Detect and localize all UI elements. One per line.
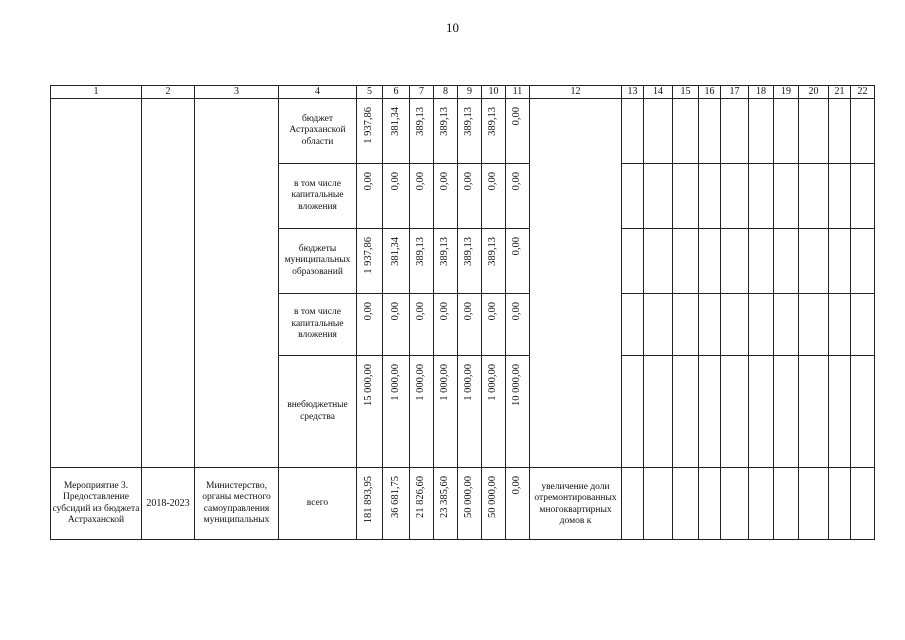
value-text: 0,00 bbox=[487, 302, 499, 321]
funding-source-cell: в том числе капитальные вложения bbox=[279, 164, 357, 229]
value-text: 381,34 bbox=[389, 237, 401, 266]
value-cell bbox=[458, 294, 482, 356]
header-cell: 7 bbox=[410, 86, 434, 99]
empty-cell bbox=[749, 229, 774, 294]
value-text: 1 000,00 bbox=[389, 364, 401, 401]
empty-cell bbox=[622, 356, 644, 468]
value-cell bbox=[383, 99, 410, 164]
value-cell bbox=[410, 356, 434, 468]
value-text: 1 000,00 bbox=[463, 364, 475, 401]
empty-cell bbox=[142, 99, 195, 468]
empty-cell bbox=[749, 164, 774, 229]
value-text: 10 000,00 bbox=[511, 364, 523, 406]
empty-cell bbox=[851, 356, 875, 468]
empty-cell bbox=[774, 99, 799, 164]
empty-cell bbox=[699, 99, 721, 164]
value-text: 389,13 bbox=[415, 237, 427, 266]
empty-cell bbox=[721, 164, 749, 229]
value-cell bbox=[506, 229, 530, 294]
value-text: 0,00 bbox=[389, 172, 401, 191]
empty-cell bbox=[829, 229, 851, 294]
value-cell bbox=[357, 468, 383, 540]
page-number: 10 bbox=[446, 20, 459, 35]
empty-cell bbox=[749, 294, 774, 356]
empty-cell bbox=[721, 356, 749, 468]
header-cell: 19 bbox=[774, 86, 799, 99]
header-cell: 1 bbox=[51, 86, 142, 99]
value-cell bbox=[410, 468, 434, 540]
empty-cell bbox=[799, 229, 829, 294]
empty-cell bbox=[673, 229, 699, 294]
empty-cell bbox=[644, 294, 673, 356]
header-cell: 20 bbox=[799, 86, 829, 99]
header-cell: 8 bbox=[434, 86, 458, 99]
header-cell: 9 bbox=[458, 86, 482, 99]
empty-cell bbox=[721, 229, 749, 294]
empty-cell bbox=[622, 164, 644, 229]
value-text: 389,13 bbox=[439, 237, 451, 266]
value-text: 50 000,00 bbox=[463, 476, 475, 518]
empty-cell bbox=[530, 99, 622, 468]
empty-cell bbox=[799, 294, 829, 356]
value-cell bbox=[383, 294, 410, 356]
value-text: 389,13 bbox=[463, 237, 475, 266]
empty-cell bbox=[673, 294, 699, 356]
value-text: 0,00 bbox=[439, 302, 451, 321]
value-cell bbox=[383, 356, 410, 468]
value-cell bbox=[506, 468, 530, 540]
value-cell bbox=[482, 356, 506, 468]
period-cell: 2018-2023 bbox=[142, 468, 195, 540]
empty-cell bbox=[644, 164, 673, 229]
header-cell: 3 bbox=[195, 86, 279, 99]
value-cell bbox=[482, 164, 506, 229]
empty-cell bbox=[699, 229, 721, 294]
empty-cell bbox=[799, 164, 829, 229]
empty-cell bbox=[673, 468, 699, 540]
empty-cell bbox=[799, 356, 829, 468]
empty-cell bbox=[644, 229, 673, 294]
header-cell: 6 bbox=[383, 86, 410, 99]
empty-cell bbox=[851, 164, 875, 229]
empty-cell bbox=[721, 99, 749, 164]
header-cell: 18 bbox=[749, 86, 774, 99]
value-cell bbox=[434, 229, 458, 294]
funding-source-cell: бюджеты муниципальных образований bbox=[279, 229, 357, 294]
value-text: 23 385,60 bbox=[439, 476, 451, 518]
header-cell: 17 bbox=[721, 86, 749, 99]
header-cell: 13 bbox=[622, 86, 644, 99]
value-text: 0,00 bbox=[511, 172, 523, 191]
header-cell: 22 bbox=[851, 86, 875, 99]
value-cell bbox=[410, 229, 434, 294]
value-cell bbox=[434, 356, 458, 468]
value-text: 181 893,95 bbox=[363, 476, 375, 524]
empty-cell bbox=[774, 356, 799, 468]
value-text: 389,13 bbox=[439, 107, 451, 136]
value-text: 0,00 bbox=[415, 302, 427, 321]
value-cell bbox=[458, 356, 482, 468]
empty-cell bbox=[829, 468, 851, 540]
value-text: 0,00 bbox=[389, 302, 401, 321]
value-text: 1 937,86 bbox=[363, 237, 375, 274]
empty-cell bbox=[829, 356, 851, 468]
value-cell bbox=[506, 356, 530, 468]
value-text: 389,13 bbox=[463, 107, 475, 136]
empty-cell bbox=[829, 99, 851, 164]
value-cell bbox=[410, 99, 434, 164]
value-text: 0,00 bbox=[463, 172, 475, 191]
indicator-cell: увеличение доли отремонтированных многоквартирных домов к bbox=[530, 468, 622, 540]
value-cell bbox=[357, 356, 383, 468]
header-cell: 4 bbox=[279, 86, 357, 99]
empty-cell bbox=[799, 468, 829, 540]
header-cell: 5 bbox=[357, 86, 383, 99]
empty-cell bbox=[749, 99, 774, 164]
header-cell: 11 bbox=[506, 86, 530, 99]
funding-source-cell: в том числе капитальные вложения bbox=[279, 294, 357, 356]
empty-cell bbox=[774, 164, 799, 229]
header-cell: 16 bbox=[699, 86, 721, 99]
empty-cell bbox=[749, 468, 774, 540]
value-text: 0,00 bbox=[439, 172, 451, 191]
empty-cell bbox=[774, 294, 799, 356]
value-cell bbox=[357, 229, 383, 294]
funding-source-cell: бюджет Астраханской области bbox=[279, 99, 357, 164]
value-cell bbox=[383, 229, 410, 294]
value-cell bbox=[357, 294, 383, 356]
value-cell bbox=[506, 294, 530, 356]
table-row bbox=[51, 468, 875, 540]
executor-cell: Министерство, органы местного самоуправления муниципальных bbox=[195, 468, 279, 540]
funding-source-cell: всего bbox=[279, 468, 357, 540]
empty-cell bbox=[851, 294, 875, 356]
empty-cell bbox=[721, 294, 749, 356]
value-text: 0,00 bbox=[511, 476, 523, 495]
value-cell bbox=[458, 164, 482, 229]
value-cell bbox=[383, 164, 410, 229]
empty-cell bbox=[673, 99, 699, 164]
value-text: 0,00 bbox=[511, 302, 523, 321]
empty-cell bbox=[622, 99, 644, 164]
value-text: 36 681,75 bbox=[389, 476, 401, 518]
value-cell bbox=[458, 229, 482, 294]
empty-cell bbox=[622, 229, 644, 294]
value-text: 15 000,00 bbox=[363, 364, 375, 406]
empty-cell bbox=[774, 229, 799, 294]
header-cell: 2 bbox=[142, 86, 195, 99]
value-text: 389,13 bbox=[487, 237, 499, 266]
empty-cell bbox=[673, 356, 699, 468]
value-cell bbox=[506, 99, 530, 164]
value-cell bbox=[482, 294, 506, 356]
value-cell bbox=[410, 164, 434, 229]
value-text: 1 000,00 bbox=[487, 364, 499, 401]
value-text: 50 000,00 bbox=[487, 476, 499, 518]
value-cell bbox=[434, 294, 458, 356]
measure-name-cell: Мероприятие 3. Предоставление субсидий из бюджета Астраханской bbox=[51, 468, 142, 540]
header-cell: 15 bbox=[673, 86, 699, 99]
empty-cell bbox=[774, 468, 799, 540]
empty-cell bbox=[699, 164, 721, 229]
empty-cell bbox=[51, 99, 142, 468]
empty-cell bbox=[851, 229, 875, 294]
empty-cell bbox=[644, 468, 673, 540]
funding-source-cell: внебюджетные средства bbox=[279, 356, 357, 468]
empty-cell bbox=[851, 468, 875, 540]
header-cell: 21 bbox=[829, 86, 851, 99]
value-cell bbox=[458, 99, 482, 164]
header-row bbox=[51, 86, 875, 99]
value-text: 0,00 bbox=[511, 107, 523, 126]
value-text: 1 000,00 bbox=[439, 364, 451, 401]
value-cell bbox=[434, 99, 458, 164]
empty-cell bbox=[622, 468, 644, 540]
value-cell bbox=[357, 164, 383, 229]
value-text: 21 826,60 bbox=[415, 476, 427, 518]
value-cell bbox=[482, 229, 506, 294]
empty-cell bbox=[829, 294, 851, 356]
value-cell bbox=[482, 468, 506, 540]
empty-cell bbox=[799, 99, 829, 164]
empty-cell bbox=[673, 164, 699, 229]
empty-cell bbox=[749, 356, 774, 468]
header-cell: 10 bbox=[482, 86, 506, 99]
empty-cell bbox=[721, 468, 749, 540]
empty-cell bbox=[644, 356, 673, 468]
table-row bbox=[51, 99, 875, 164]
value-text: 1 000,00 bbox=[415, 364, 427, 401]
value-cell bbox=[458, 468, 482, 540]
header-cell: 12 bbox=[530, 86, 622, 99]
value-text: 0,00 bbox=[363, 172, 375, 191]
empty-cell bbox=[195, 99, 279, 468]
value-text: 0,00 bbox=[463, 302, 475, 321]
value-cell bbox=[506, 164, 530, 229]
empty-cell bbox=[699, 294, 721, 356]
value-text: 389,13 bbox=[415, 107, 427, 136]
empty-cell bbox=[699, 356, 721, 468]
value-cell bbox=[357, 99, 383, 164]
empty-cell bbox=[851, 99, 875, 164]
value-cell bbox=[434, 468, 458, 540]
value-text: 0,00 bbox=[415, 172, 427, 191]
value-text: 0,00 bbox=[487, 172, 499, 191]
value-cell bbox=[434, 164, 458, 229]
empty-cell bbox=[699, 468, 721, 540]
value-text: 389,13 bbox=[487, 107, 499, 136]
value-cell bbox=[383, 468, 410, 540]
value-cell bbox=[482, 99, 506, 164]
value-text: 0,00 bbox=[363, 302, 375, 321]
budget-table bbox=[50, 85, 875, 540]
value-text: 0,00 bbox=[511, 237, 523, 256]
value-text: 381,34 bbox=[389, 107, 401, 136]
header-cell: 14 bbox=[644, 86, 673, 99]
empty-cell bbox=[644, 99, 673, 164]
value-text: 1 937,86 bbox=[363, 107, 375, 144]
empty-cell bbox=[622, 294, 644, 356]
empty-cell bbox=[829, 164, 851, 229]
value-cell bbox=[410, 294, 434, 356]
